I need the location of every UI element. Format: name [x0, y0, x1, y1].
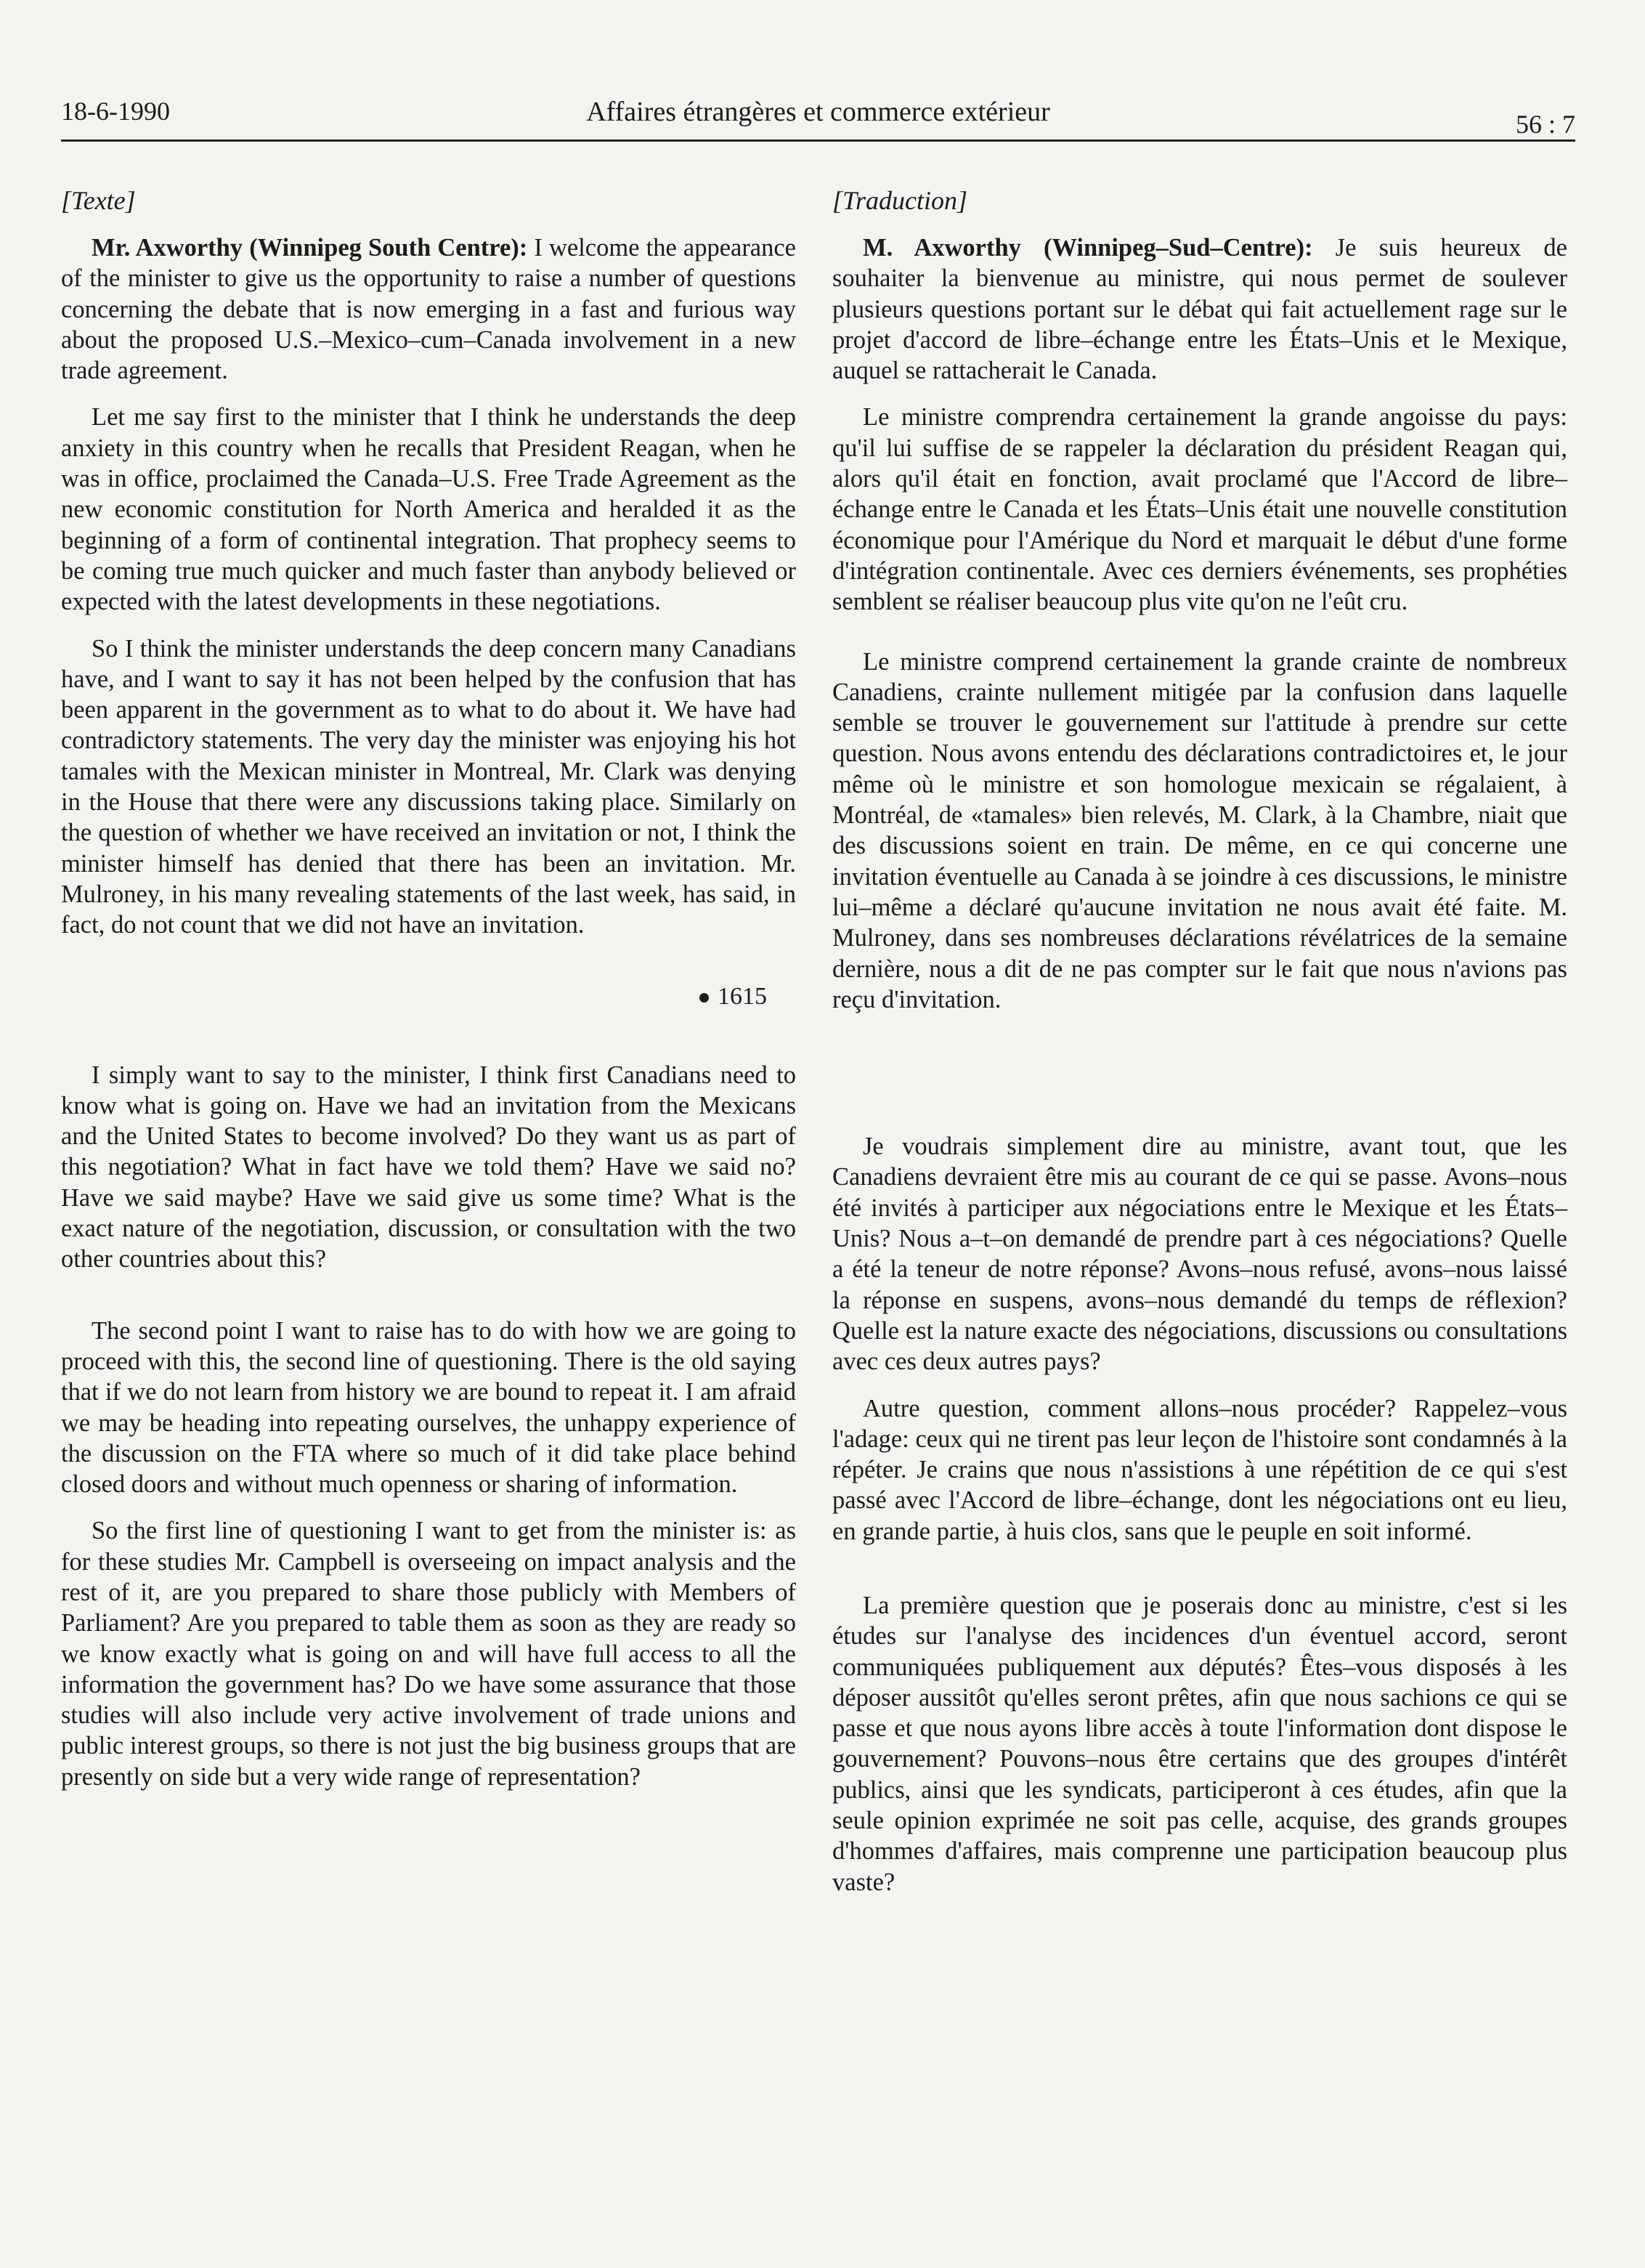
english-column-label: [Texte] [61, 186, 136, 215]
french-paragraph-1-text: Je suis heureux de souhaiter la bienvenue au ministre, qui nous permet de soulever plusieurs questions portant sur le débat qui fait actuellement rage sur le projet d'accord de libre–échange entre les États–Unis et le Mexique, auquel se rattacherait le Canada. [832, 234, 1567, 385]
page-header [61, 93, 1575, 142]
french-paragraph-2: Le ministre comprendra certainement la grande angoisse du pays: qu'il lui suffise de se rappeler la déclaration du président Reagan qui, alors qu'il était en fonction, avait proclamé que l'Accord de libre–échange entre le Canada et les États–Unis était une nouvelle constitution économique pour l'Amérique du Nord et marquait le début d'une forme d'intégration continentale. Avec ces derniers événements, ses prophéties semblent se réaliser beaucoup plus vite qu'on ne l'eût cru. [832, 403, 1567, 616]
time-stamp [61, 981, 796, 1012]
french-column-label: [Traduction] [832, 186, 968, 215]
english-speaker: Mr. Axworthy (Winnipeg South Centre): [92, 234, 528, 262]
french-column [832, 183, 1567, 1898]
english-paragraph-1-text: I welcome the appearance of the minister to give us the opportunity to raise a number of questions concerning the debate that is now emerging in a fast and furious way about the proposed U.S.–Mexico–cum–Canada involvement in a new trade agreement. [61, 234, 796, 385]
french-paragraph-1 [832, 232, 1567, 386]
header-title: Affaires étrangères et commerce extérieur [586, 97, 1050, 127]
english-paragraph-5: The second point I want to raise has to do with how we are going to proceed with this, the second line of questioning. There is the old saying that if we do not learn from history we are bound to repeat it. I am afraid we may be heading into repeating ourselves, the unhappy experience of the discussion on the FTA where so much of it did take place behind closed doors and without much openness or sharing of information. [61, 1316, 796, 1499]
english-paragraph-3: So I think the minister understands the deep concern many Canadians have, and I want to say it has not been helped by the confusion that has been apparent in the government as to what to do about it. We have had contradictory statements. The very day the minister was enjoying his hot tamales with the Mexican minister in Montreal, Mr. Clark was denying in the House that there were any discussions taking place. Similarly on the question of whether we have received an invitation or not, I think the minister himself has denied that there has been an invitation. Mr. Mulroney, in his many revealing statements of the last week, has said, in fact, do not count that we did not have an invitation. [61, 634, 796, 939]
french-paragraph-4: Je voudrais simplement dire au ministre, avant tout, que les Canadiens devraient être mis au courant de ce qui se passe. Avons–nous été invités à participer aux négociations entre le Mexique et les États–Unis? Nous a–t–on demandé de prendre part à ces négociations? Quelle a été la teneur de notre réponse? Avons–nous refusé, avons–nous laissé la réponse en suspens, avons–nous demandé du temps de réflexion? Quelle est la nature exacte des négociations, discussions ou consultations avec ces deux autres pays? [832, 1133, 1567, 1376]
header-page-number: 56 : 7 [1515, 110, 1575, 139]
english-paragraph-1 [61, 232, 796, 386]
english-paragraph-4: I simply want to say to the minister, I think first Canadians need to know what is going on. Have we had an invitation from the Mexicans and the United States to become involved? Do they want us as part of this negotiation? What in fact have we told them? Have we said no? Have we said maybe? Have we said give us some time? What is the exact nature of the negotiation, discussion, or consultation with the two other countries about this? [61, 1061, 796, 1273]
bullet-dot [699, 993, 709, 1003]
english-paragraph-2: Let me say first to the minister that I think he understands the deep anxiety in this country when he recalls that President Reagan, when he was in office, proclaimed the Canada–U.S. Free Trade Agreement as the new economic constitution for North America and heralded it as the beginning of a form of continental integration. That prophecy seems to be coming true much quicker and much faster than anybody believed or expected with the latest developments in these negotiations. [61, 403, 796, 616]
english-paragraph-6: So the first line of questioning I want to get from the minister is: as for these studies Mr. Campbell is overseeing on impact analysis and the rest of it, are you prepared to share those publicly with Members of Parliament? Are you prepared to table them as soon as they are ready so we know exactly what is going on and will have full access to all the information the government has? Do we have some assurance that those studies will also include very active involvement of trade unions and public interest groups, so there is not just the big business groups that are presently on side but a very wide range of representation? [61, 1517, 796, 1791]
french-speaker: M. Axworthy (Winnipeg–Sud–Centre): [863, 234, 1313, 262]
time-stamp-value: 1615 [718, 982, 767, 1010]
french-paragraph-6: La première question que je poserais donc au ministre, c'est si les études sur l'analyse des incidences d'un éventuel accord, seront communiquées publiquement aux députés? Êtes–vous disposés à les déposer aussitôt qu'elles seront prêtes, afin que nous sachions ce qui se passe et que nous ayons libre accès à toute l'information dont dispose le gouvernement? Pouvons–nous être certains que des groupes d'intérêt publics, ainsi que les syndicats, participeront à ces études, afin que la seule opinion exprimée ne soit pas celle, acquise, des grands groupes d'hommes d'affaires, mais comprenne une participation beaucoup plus vaste? [832, 1591, 1567, 1896]
french-paragraph-3: Le ministre comprend certainement la grande crainte de nombreux Canadiens, crainte nullement mitigée par la confusion dans laquelle semble se trouver le gouvernement sur l'attitude à prendre sur cette question. Nous avons entendu des déclarations contradictoires et, le jour même où le ministre et son homologue mexicain se régalaient, à Montréal, de «tamales» bien relevés, M. Clark, à la Chambre, niait que des discussions soient en train. De même, en ce qui concerne une invitation éventuelle au Canada à se joindre à ces discussions, le ministre lui–même a déclaré qu'aucune invitation ne nous avait été faite. M. Mulroney, dans ses nombreuses déclarations révélatrices de la semaine dernière, nous a dit de ne pas compter sur le fait que nous n'avions pas reçu d'invitation. [832, 647, 1567, 1013]
header-date: 18-6-1990 [61, 97, 170, 126]
english-column [61, 183, 796, 1792]
french-paragraph-5: Autre question, comment allons–nous procéder? Rappelez–vous l'adage: ceux qui ne tirent pas leur leçon de l'histoire sont condamnés à la répéter. Je crains que nous n'assistions à une répétition de ce qui s'est passé avec l'Accord de libre–échange, dont les négociations ont eu lieu, en grande partie, à huis clos, sans que le peuple en soit informé. [832, 1394, 1567, 1545]
